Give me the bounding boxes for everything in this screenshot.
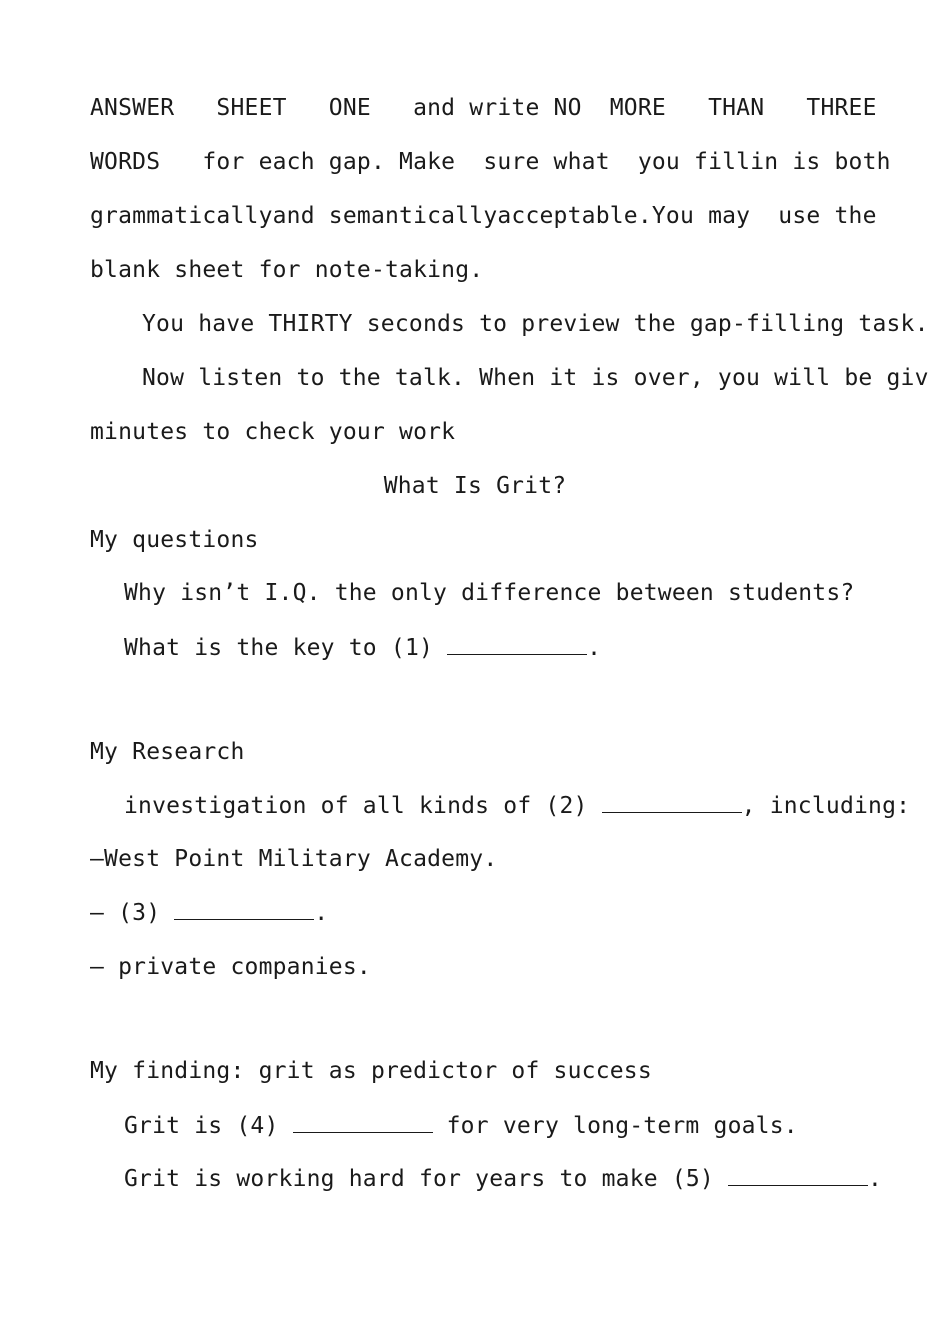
- gap-3-blank[interactable]: [174, 897, 314, 920]
- finding-item-2-text: Grit is working hard for years to make (5): [124, 1166, 729, 1192]
- page-title: What Is Grit?: [383, 473, 567, 499]
- research-bullet-3: — private companies.: [90, 954, 371, 980]
- gap-5-blank[interactable]: [728, 1163, 868, 1186]
- question-2-text: What is the key to (1): [124, 635, 448, 661]
- research-bullet-1: —West Point Military Academy.: [90, 846, 498, 872]
- research-item: [124, 790, 950, 820]
- check-instruction: minutes to check your work: [90, 419, 456, 445]
- research-bullet-2: [90, 897, 328, 927]
- finding-item-1-text: Grit is (4): [124, 1113, 293, 1139]
- gap-2-blank[interactable]: [602, 790, 742, 813]
- instruction-line-1: ANSWER SHEET ONE and write NO MORE THAN THREE: [90, 95, 877, 121]
- finding-item-1-end: for very long-term goals.: [432, 1113, 798, 1139]
- instruction-line-3: grammaticallyand semanticallyacceptable.You may use the: [90, 203, 877, 229]
- question-2: [124, 632, 601, 662]
- research-item-end: , including:: [741, 793, 911, 819]
- preview-instruction: You have THIRTY seconds to preview the gap-filling task.: [142, 311, 929, 337]
- finding-heading: My finding: grit as predictor of success: [90, 1058, 652, 1084]
- listen-instruction: Now listen to the talk. When it is over, you will be giv: [142, 365, 929, 391]
- instruction-line-4: blank sheet for note-taking.: [90, 257, 484, 283]
- finding-item-2-end: .: [868, 1166, 883, 1192]
- research-bullet-2-end: .: [314, 900, 329, 926]
- question-2-end: .: [587, 635, 602, 661]
- finding-item-2: [124, 1163, 882, 1193]
- research-heading: My Research: [90, 739, 245, 765]
- gap-4-blank[interactable]: [293, 1110, 433, 1133]
- question-1: Why isn’t I.Q. the only difference between students?: [124, 580, 855, 606]
- finding-item-1: [124, 1110, 798, 1140]
- instruction-line-2: WORDS for each gap. Make sure what you fillin is both: [90, 149, 891, 175]
- gap-1-blank[interactable]: [447, 632, 587, 655]
- research-bullet-2-text: — (3): [90, 900, 175, 926]
- questions-heading: My questions: [90, 527, 259, 553]
- research-item-text: investigation of all kinds of (2): [124, 793, 602, 819]
